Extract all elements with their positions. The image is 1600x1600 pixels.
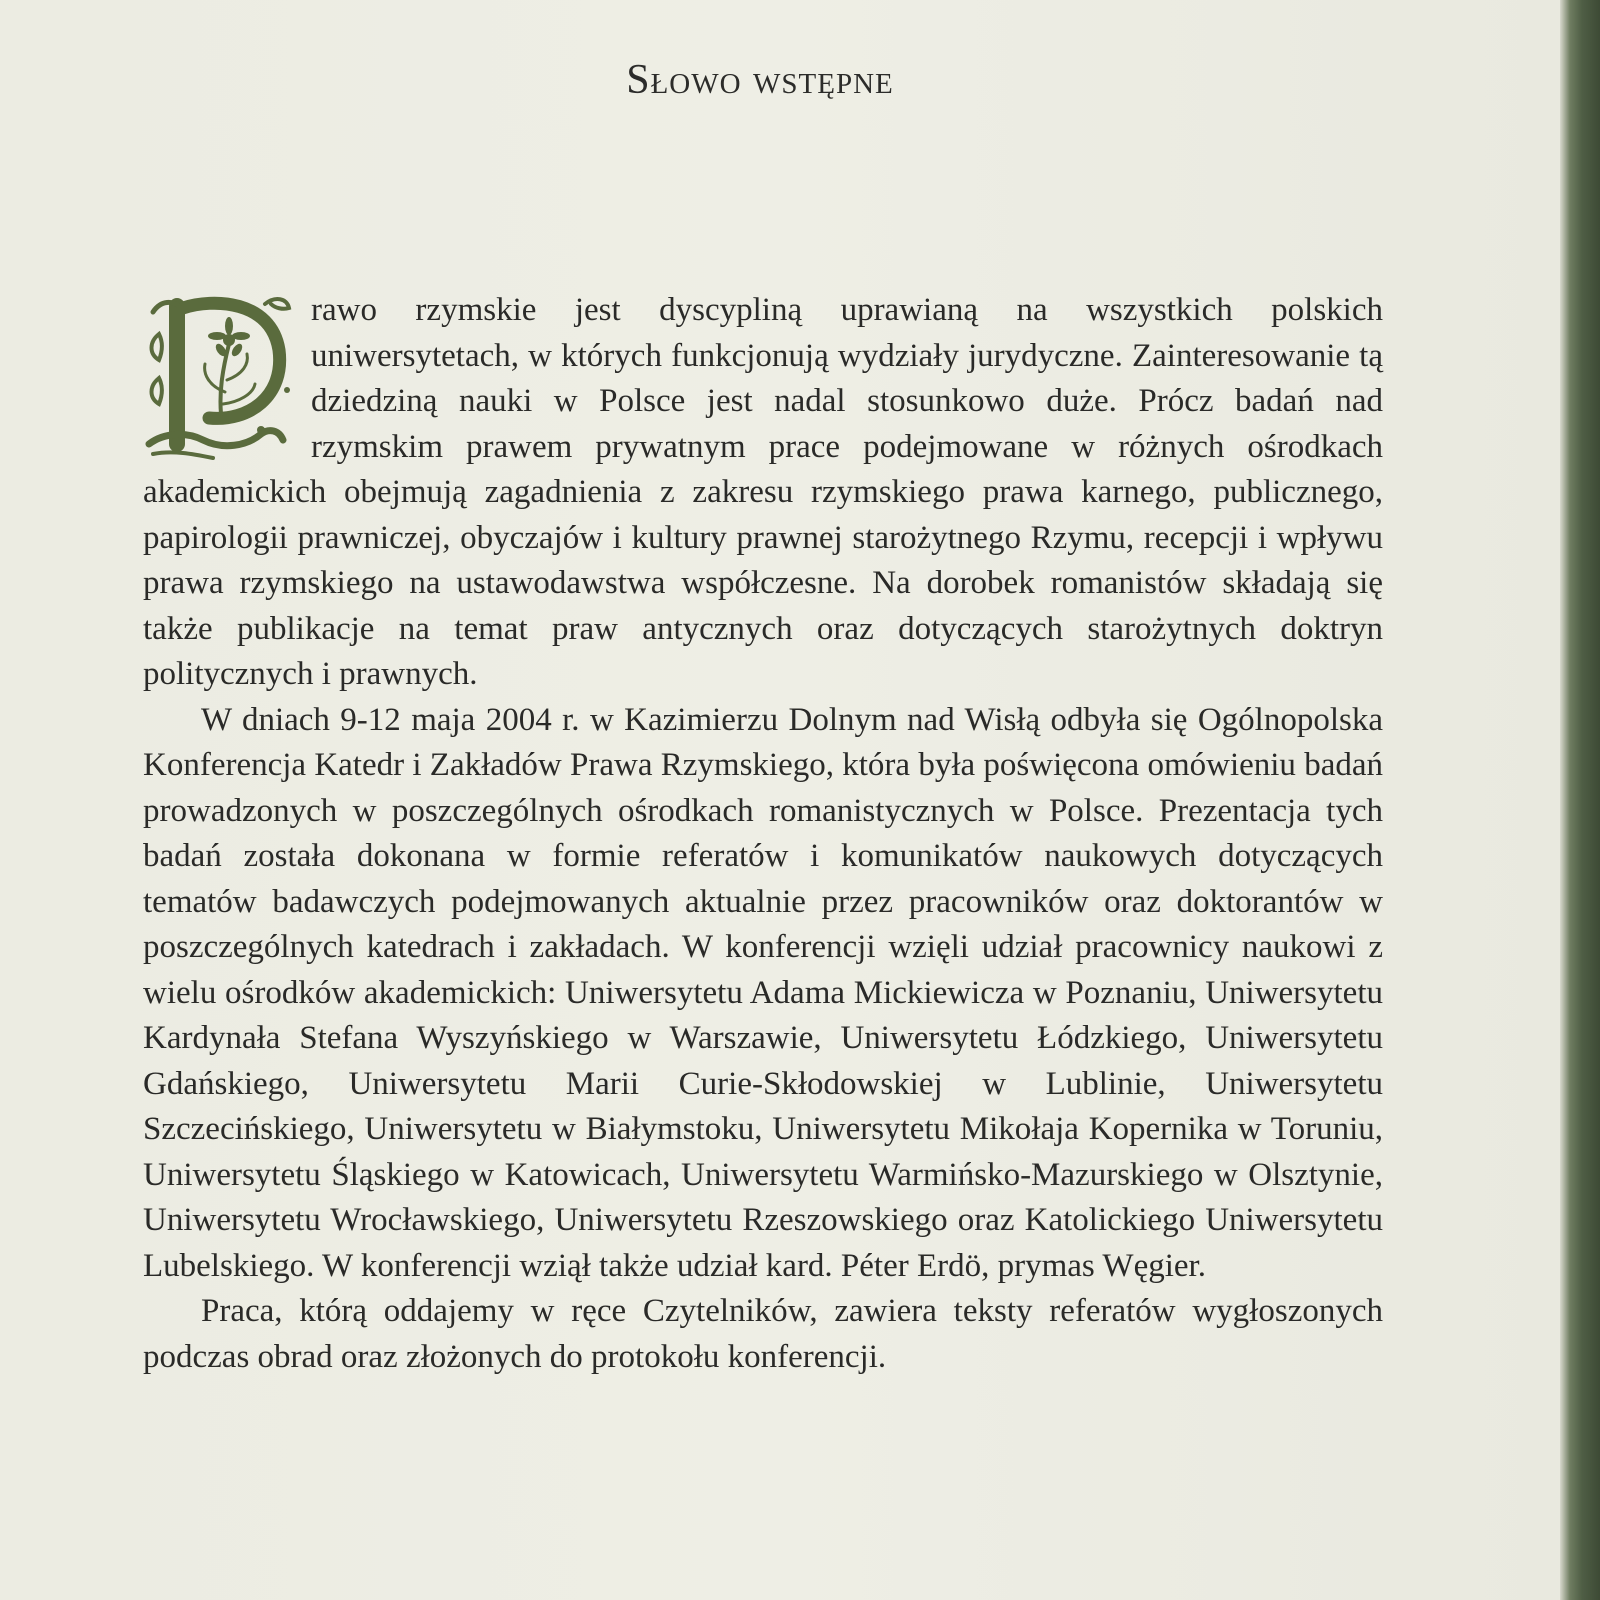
ornamental-drop-cap	[143, 294, 293, 466]
paragraph-1: rawo rzymskie jest dyscypliną uprawianą na wszystkich polskich uniwersytetach, w których funkcjonują wydziały jurydyczne. Zainteresowanie tą dziedziną nauki w Polsce jest nadal stosunkowo duże. Prócz badań nad rzymskim prawem prywatnym prace podejmowane w różnych ośrodkach akademickich obejmują zagadnienia z zakresu rzymskiego prawa karnego, publicznego, papirologii prawniczej, obyczajów i kultury prawnej starożytnego Rzymu, recepcji i wpływu prawa rzymskiego na ustawodawstwa współczesne. Na dorobek romanistów składają się także publikacje na temat praw antycznych oraz dotyczących starożytnych doktryn politycznych i prawnych.	[143, 292, 1383, 692]
ornamental-p-icon	[143, 294, 293, 466]
book-cover-edge	[1560, 0, 1600, 1600]
paragraph-3: Praca, którą oddajemy w ręce Czytelników, zawiera teksty referatów wygłoszonych podczas obrad oraz złożonych do protokołu konferencji.	[143, 1293, 1383, 1375]
body-text	[143, 288, 1383, 1380]
paragraph-2: W dniach 9-12 maja 2004 r. w Kazimierzu Dolnym nad Wisłą odbyła się Ogólnopolska Konferencja Katedr i Zakładów Prawa Rzymskiego, która była poświęcona omówieniu badań prowadzonych w poszczególnych ośrodkach romanistycznych w Polsce. Prezentacja tych badań została dokonana w formie referatów i komunikatów naukowych dotyczących tematów badawczych podejmowanych aktualnie przez pracowników oraz doktorantów w poszczególnych katedrach i zakładach. W konferencji wzięli udział pracownicy naukowi z wielu ośrodków akademickich: Uniwersytetu Adama Mickiewicza w Poznaniu, Uniwersytetu Kardynała Stefana Wyszyńskiego w Warszawie, Uniwersytetu Łódzkiego, Uniwersytetu Gdańskiego, Uniwersytetu Marii Curie-Skłodowskiej w Lublinie, Uniwersytetu Szczecińskiego, Uniwersytetu w Białymstoku, Uniwersytetu Mikołaja Kopernika w Toruniu, Uniwersytetu Śląskiego w Katowicach, Uniwersytetu Warmińsko-Mazurskiego w Olsztynie, Uniwersytetu Wrocławskiego, Uniwersytetu Rzeszowskiego oraz Katolickiego Uniwersytetu Lubelskiego. W konferencji wziął także udział kard. Péter Erdö, prymas Węgier.	[143, 701, 1383, 1284]
page-title: Słowo wstępne	[626, 57, 894, 103]
